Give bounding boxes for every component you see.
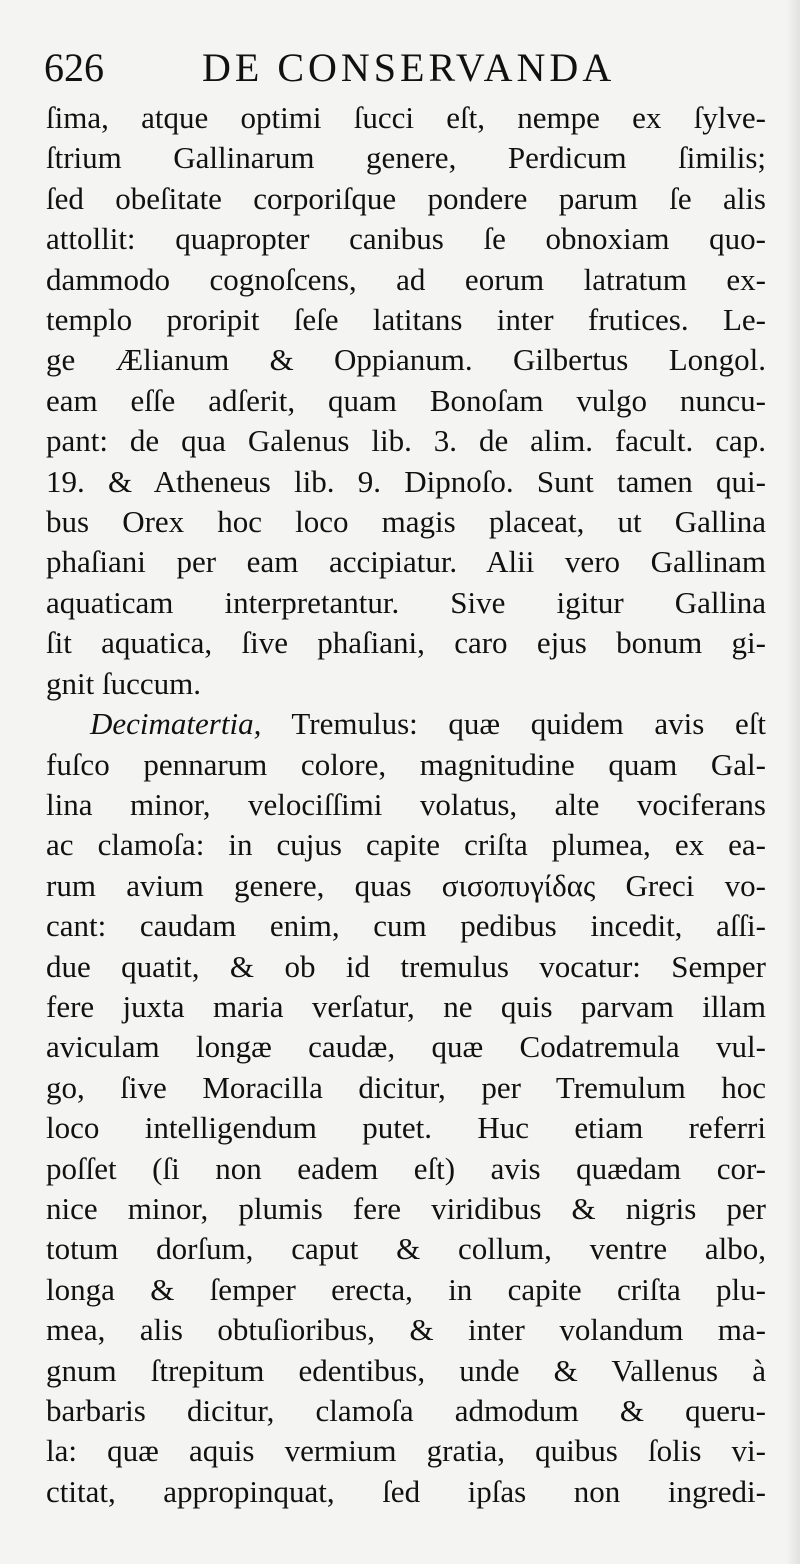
text-line: bus Orex hoc loco magis placeat, ut Gallina <box>46 504 766 540</box>
text-line: ſtrium Gallinarum genere, Perdicum ſimilis; <box>46 140 766 176</box>
body-text <box>46 98 766 1512</box>
text-line: mea, alis obtuſioribus, & inter volandum ma- <box>46 1312 766 1348</box>
text-line: nice minor, plumis fere viridibus & nigris per <box>46 1190 766 1226</box>
text-line: due quatit, & ob id tremulus vocatur: Semper <box>46 948 766 984</box>
text-line: loco intelligendum putet. Huc etiam referri <box>46 1110 766 1146</box>
text-line: ctitat, appropinquat, ſed ipſas non ingredi- <box>46 1473 766 1509</box>
text-line: ſed obeſitate corporiſque pondere parum ſe alis <box>46 180 766 216</box>
text-line: rum avium genere, quas σισοπυγίδας Greci vo- <box>46 867 766 903</box>
running-title: DE CONSERVANDA <box>202 45 616 90</box>
text-line: fere juxta maria verſatur, ne quis parvam illam <box>46 988 766 1024</box>
text-line: longa & ſemper erecta, in capite criſta plu- <box>46 1271 766 1307</box>
text-line: 19. & Atheneus lib. 9. Dipnoſo. Sunt tamen qui- <box>46 463 766 499</box>
first-line-rest: Tremulus: quæ quidem avis eſt <box>261 706 766 742</box>
page-header <box>44 44 764 92</box>
text-line: pant: de qua Galenus lib. 3. de alim. facult. cap. <box>46 423 766 459</box>
text-line: aviculam longæ caudæ, quæ Codatremula vul- <box>46 1029 766 1065</box>
section-lead-italic: Decimatertia, <box>90 706 262 742</box>
text-line: la: quæ aquis vermium gratia, quibus ſolis vi- <box>46 1433 766 1469</box>
text-line: ac clamoſa: in cujus capite criſta plumea, ex ea- <box>46 827 766 863</box>
text-line: go, ſive Moracilla dicitur, per Tremulum hoc <box>46 1069 766 1105</box>
page-edge-shadow <box>786 0 800 1564</box>
text-line: ſit aquatica, ſive phaſiani, caro ejus bonum gi- <box>46 625 766 661</box>
paragraph-first-line <box>46 704 766 744</box>
text-line: phaſiani per eam accipiatur. Alii vero Gallinam <box>46 544 766 580</box>
text-line: ge Ælianum & Oppianum. Gilbertus Longol. <box>46 342 766 378</box>
text-line: dammodo cognoſcens, ad eorum latratum ex- <box>46 261 766 297</box>
text-line: totum dorſum, caput & collum, ventre albo, <box>46 1231 766 1267</box>
text-line: gnum ſtrepitum edentibus, unde & Vallenus à <box>46 1352 766 1388</box>
text-line: gnit ſuccum. <box>46 665 201 701</box>
text-line: fuſco pennarum colore, magnitudine quam Gal- <box>46 746 766 782</box>
text-line: lina minor, velociſſimi volatus, alte vociferans <box>46 786 766 822</box>
text-line: barbaris dicitur, clamoſa admodum & queru- <box>46 1393 766 1428</box>
text-line: aquaticam interpretantur. Sive igitur Gallina <box>46 584 766 620</box>
text-line: eam eſſe adſerit, quam Bonoſam vulgo nuncu- <box>46 382 766 418</box>
page-number: 626 <box>44 45 104 90</box>
text-line: poſſet (ſi non eadem eſt) avis quædam cor- <box>46 1150 766 1186</box>
text-line: templo proripit ſeſe latitans inter frutices. Le- <box>46 302 766 338</box>
text-line: cant: caudam enim, cum pedibus incedit, aſſi- <box>46 908 766 944</box>
text-line: attollit: quapropter canibus ſe obnoxiam quo- <box>46 221 766 257</box>
text-line: ſima, atque optimi ſucci eſt, nempe ex ſylve- <box>46 100 766 135</box>
